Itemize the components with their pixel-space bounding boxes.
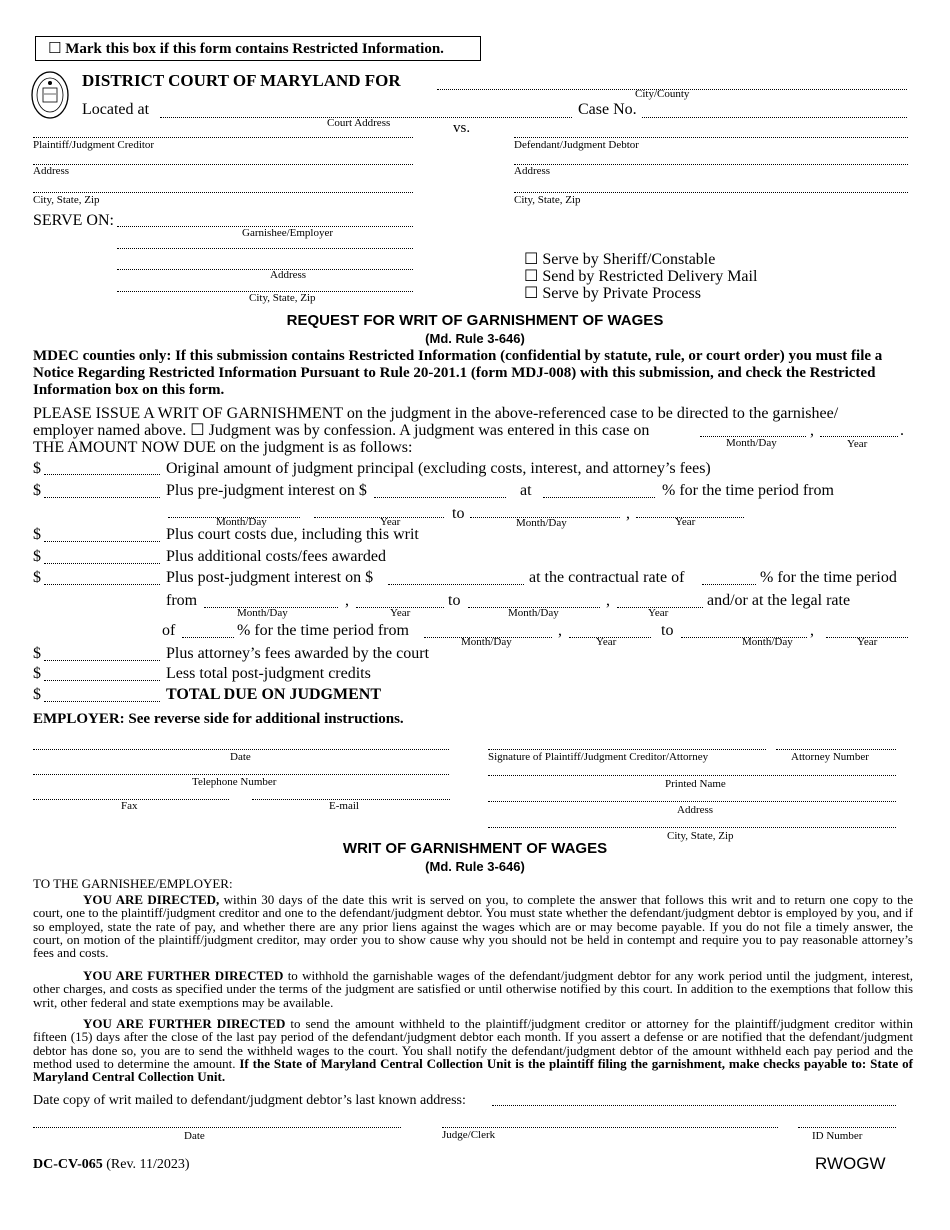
id-number-caption: ID Number — [812, 1130, 863, 1142]
employer-note: EMPLOYER: See reverse side for additional instructions. — [33, 711, 404, 727]
comma: , — [345, 592, 349, 609]
form-number: DC-CV-065 (Rev. 11/2023) — [33, 1157, 190, 1172]
postjudgment-amount-field[interactable] — [44, 584, 160, 585]
of-label: of — [162, 622, 176, 639]
id-number-field[interactable] — [798, 1127, 896, 1128]
dollar-sign: $ — [33, 665, 41, 682]
pre-from-year-field[interactable] — [314, 517, 444, 518]
plaintiff-caption: Plaintiff/Judgment Creditor — [33, 139, 155, 151]
fax-caption: Fax — [121, 800, 138, 812]
printed-name-caption: Printed Name — [665, 778, 726, 790]
comma: , — [810, 622, 814, 639]
to-label: to — [452, 505, 465, 522]
period: . — [900, 422, 904, 439]
vs-label: vs. — [453, 120, 471, 136]
pct-period-from-label: % for the time period from — [237, 622, 409, 639]
legal-rate-label: and/or at the legal rate — [707, 592, 851, 609]
total-label: TOTAL DUE ON JUDGMENT — [166, 686, 381, 703]
date-mailed-field[interactable] — [492, 1105, 896, 1106]
from-label: from — [166, 592, 198, 609]
serve-private-option[interactable]: ☐ Serve by Private Process — [524, 283, 701, 302]
month-day-caption: Month/Day — [508, 607, 559, 619]
comma: , — [810, 422, 814, 439]
court-address-caption: Court Address — [327, 117, 391, 129]
case-no-field[interactable] — [642, 117, 907, 118]
year-caption: Year — [390, 607, 411, 619]
prejudgment-principal-field[interactable] — [374, 497, 506, 498]
garnishee-address-field[interactable] — [117, 269, 413, 270]
mdec-notice: MDEC counties only: If this submission contains Restricted Information (confidential by statute, rule, or court order) you must file a Notice Regarding Restricted Information Pursuant to Rule 20-201.1 (form MDJ-008) with this submission, and check the Restricted Information box on this form. — [33, 348, 883, 398]
plaintiff-city-caption: City, State, Zip — [33, 194, 100, 206]
serve-sheriff-checkbox[interactable]: ☐ — [524, 249, 539, 268]
defendant-field[interactable] — [514, 137, 908, 138]
year-caption: Year — [648, 607, 669, 619]
judge-clerk-caption: Judge/Clerk — [442, 1129, 496, 1141]
month-day-caption: Month/Day — [237, 607, 288, 619]
credits-field[interactable] — [44, 680, 160, 681]
to-label: to — [661, 622, 674, 639]
comma: , — [558, 622, 562, 639]
restricted-info-label: ☐ Mark this box if this form contains Restricted Information. — [48, 39, 444, 57]
year-caption: Year — [596, 636, 617, 648]
dollar-sign: $ — [33, 482, 41, 499]
to-label: to — [448, 592, 461, 609]
postjudgment-principal-field[interactable] — [388, 584, 524, 585]
comma: , — [626, 505, 630, 522]
writ-title: WRIT OF GARNISHMENT OF WAGES — [342, 840, 608, 857]
request-rule: (Md. Rule 3-646) — [425, 331, 525, 346]
pct-time-period-label: % for the time period — [760, 569, 897, 586]
employer-named-text: employer named above. ☐ Judgment was by confession. A judgment was entered in this case on — [33, 422, 650, 439]
dollar-sign: $ — [33, 569, 41, 586]
dollar-sign: $ — [33, 686, 41, 703]
email-caption: E-mail — [329, 800, 359, 812]
sig-address-field[interactable] — [488, 801, 896, 802]
writ-paragraph-1: YOU ARE DIRECTED, within 30 days of the date this writ is served on you, to complete the answer that follows this writ and to return one copy to the court, one to the plaintiff/judgment creditor and one to the defendant/judgment debtor. You must state whether the defendant/judgment debtor is employed by you, and if so employed, state the rate of pay, and whether there are any prior liens against the wages which are or may become payable. If you do not file a timely answer, the court, on motion of the plaintiff/judgment creditor, may order you to show cause why you should not be held in contempt and require you to pay reasonable attorney’s fees and costs. — [33, 892, 913, 961]
court-costs-label: Plus court costs due, including this writ — [166, 526, 419, 543]
contractual-rate-field[interactable] — [702, 584, 756, 585]
plaintiff-city-field[interactable] — [33, 192, 413, 193]
dollar-sign: $ — [33, 460, 41, 477]
original-amount-field[interactable] — [44, 474, 160, 475]
serve-sheriff-option[interactable]: ☐ Serve by Sheriff/Constable — [524, 249, 716, 268]
defendant-caption: Defendant/Judgment Debtor — [514, 139, 639, 151]
printed-name-field[interactable] — [488, 775, 896, 776]
city-county-caption: City/County — [635, 88, 690, 100]
garnishee-caption: Garnishee/Employer — [242, 227, 334, 239]
month-day-caption: Month/Day — [726, 437, 777, 449]
judge-clerk-field[interactable] — [442, 1127, 778, 1128]
month-day-caption: Month/Day — [742, 636, 793, 648]
pct-period-label: % for the time period from — [662, 482, 834, 499]
defendant-address-caption: Address — [514, 165, 551, 177]
case-no-label: Case No. — [578, 101, 637, 118]
telephone-caption: Telephone Number — [192, 776, 277, 788]
writ-date-field[interactable] — [33, 1127, 401, 1128]
telephone-field[interactable] — [33, 774, 449, 775]
plaintiff-field[interactable] — [33, 137, 413, 138]
amount-due-text: THE AMOUNT NOW DUE on the judgment is as follows: — [33, 439, 413, 456]
original-label: Original amount of judgment principal (excluding costs, interest, and attorney’s fees) — [166, 460, 711, 477]
date-caption: Date — [230, 751, 251, 763]
located-at-label: Located at — [82, 101, 150, 118]
dollar-sign: $ — [33, 526, 41, 543]
attorney-number-caption: Attorney Number — [791, 751, 869, 763]
sig-city-field[interactable] — [488, 827, 896, 828]
court-title: DISTRICT COURT OF MARYLAND FOR — [82, 71, 401, 90]
additional-costs-field[interactable] — [44, 563, 160, 564]
sig-city-caption: City, State, Zip — [667, 830, 734, 842]
postjudgment-label: Plus post-judgment interest on $ — [166, 569, 374, 586]
signature-caption: Signature of Plaintiff/Judgment Creditor/Attorney — [488, 751, 709, 763]
attorney-fees-label: Plus attorney’s fees awarded by the court — [166, 645, 430, 662]
judgment-year-field[interactable] — [820, 436, 898, 437]
month-day-caption: Month/Day — [516, 517, 567, 529]
year-caption: Year — [675, 516, 696, 528]
court-seal-icon — [30, 70, 70, 122]
comma: , — [606, 592, 610, 609]
month-day-caption: Month/Day — [216, 516, 267, 528]
serve-mail-option[interactable]: ☐ Send by Restricted Delivery Mail — [524, 266, 758, 285]
date-mailed-label: Date copy of writ mailed to defendant/judgment debtor’s last known address: — [33, 1093, 466, 1108]
serve-on-label: SERVE ON: — [33, 212, 114, 229]
year-caption: Year — [380, 516, 401, 528]
serve-mail-checkbox[interactable]: ☐ — [524, 266, 539, 285]
writ-paragraph-3: YOU ARE FURTHER DIRECTED to send the amount withheld to the plaintiff/judgment creditor or attorney for the plaintiff/judgment creditor within fifteen (15) days after the close of the last pay period of the defendant/judgment debtor each month. If you assert a defense or are notified that the defendant/judgment debtor has done so, you are to send the withheld wages to the court. You shall notify the defendant/judgment debtor of the amount withheld each pay period and the method used to determine the amount. If the State of Maryland Central Collection Unit is the plaintiff filing the garnishment, make checks payable to: State of Maryland Central Collection Unit. — [33, 1016, 913, 1085]
form-code: RWOGW — [815, 1154, 886, 1173]
plaintiff-address-caption: Address — [33, 165, 70, 177]
year-caption: Year — [857, 636, 878, 648]
defendant-city-field[interactable] — [514, 192, 908, 193]
garnishee-line2-field[interactable] — [117, 248, 413, 249]
date-field[interactable] — [33, 749, 449, 750]
plaintiff-address-field[interactable] — [33, 164, 413, 165]
attorney-fees-field[interactable] — [44, 660, 160, 661]
month-day-caption: Month/Day — [461, 636, 512, 648]
serve-private-checkbox[interactable]: ☐ — [524, 283, 539, 302]
legal-rate-field[interactable] — [182, 637, 234, 638]
prejudgment-label: Plus pre-judgment interest on $ — [166, 482, 367, 499]
garnishee-city-caption: City, State, Zip — [249, 292, 316, 304]
contractual-rate-label: at the contractual rate of — [529, 569, 685, 586]
writ-rule: (Md. Rule 3-646) — [425, 859, 525, 874]
dollar-sign: $ — [33, 548, 41, 565]
defendant-address-field[interactable] — [514, 164, 908, 165]
court-costs-field[interactable] — [44, 541, 160, 542]
to-garnishee-label: TO THE GARNISHEE/EMPLOYER: — [33, 876, 233, 891]
attorney-number-field[interactable] — [776, 749, 896, 750]
dollar-sign: $ — [33, 645, 41, 662]
writ-paragraph-2: YOU ARE FURTHER DIRECTED to withhold the garnishable wages of the defendant/judgment debtor for any work period until the judgment, interest, other charges, and costs as specified under the terms of the judgment are satisfied or until otherwise notified by this court. In addition to the exemptions that follow this writ, other federal and state exemptions may be available. — [33, 968, 913, 1010]
restricted-checkbox[interactable]: ☐ — [48, 39, 62, 57]
at-label: at — [520, 482, 532, 499]
prejudgment-amount-field[interactable] — [44, 497, 160, 498]
garnishee-address-caption: Address — [270, 269, 307, 281]
defendant-city-caption: City, State, Zip — [514, 194, 581, 206]
prejudgment-rate-field[interactable] — [543, 497, 655, 498]
credits-label: Less total post-judgment credits — [166, 665, 371, 682]
signature-field[interactable] — [488, 749, 766, 750]
request-title: REQUEST FOR WRIT OF GARNISHMENT OF WAGES — [286, 312, 664, 329]
sig-address-caption: Address — [677, 804, 714, 816]
please-issue-text: PLEASE ISSUE A WRIT OF GARNISHMENT on the judgment in the above-referenced case to be directed to the garnishee/ — [33, 405, 839, 422]
year-caption: Year — [847, 438, 868, 450]
writ-date-caption: Date — [184, 1130, 205, 1142]
additional-costs-label: Plus additional costs/fees awarded — [166, 548, 386, 565]
total-field[interactable] — [44, 701, 160, 702]
